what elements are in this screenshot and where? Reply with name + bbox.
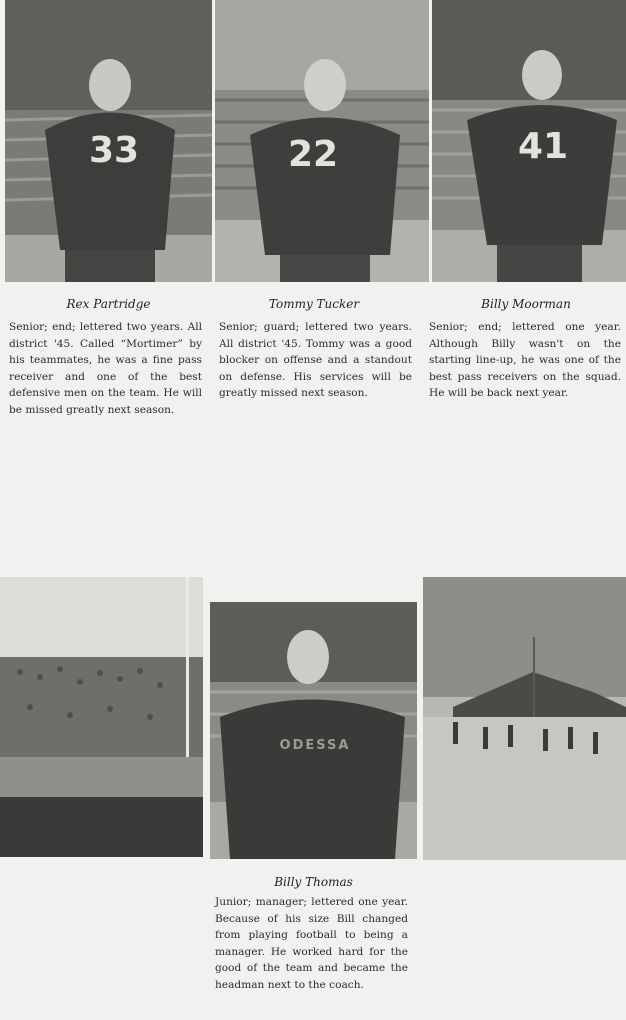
stadium-crowd-illustration <box>0 577 203 857</box>
player-name-tommy-tucker: Tommy Tucker <box>268 297 360 311</box>
jersey-number-billy-moorman: 41 <box>517 126 569 167</box>
player-name-billy-moorman: Billy Moorman <box>481 297 571 311</box>
player-bio-billy-moorman: Senior; end; lettered one year. Although Billy wasn't on the starting line-up, he was one of the best pass receivers on the squad. He will be back next year. <box>429 321 621 400</box>
game-action-photo <box>423 577 626 860</box>
jersey-number-tommy: 22 <box>287 134 339 175</box>
player-bio-tommy-tucker: Senior; guard; lettered two years. All district '45. Tommy was a good blocker on offense and a standout on defense. His services will be greatly missed next season. <box>219 321 412 400</box>
manager-photo-billy-thomas <box>210 602 417 859</box>
manager-bio-billy-thomas: Junior; manager; lettered one year. Because of his size Bill changed from playing football to being a manager. He worked hard for the good of the team and became the headman next to the coach. <box>215 896 408 991</box>
stadium-crowd-photo <box>0 577 203 857</box>
manager-name-billy-thomas: Billy Thomas <box>274 875 353 889</box>
game-action-illustration <box>423 577 626 860</box>
jersey-number-rex: 33 <box>88 130 140 171</box>
manager-photo-illustration <box>210 602 417 859</box>
manager-shirt-text: ODESSA <box>279 738 351 753</box>
player-bio-rex-partridge: Senior; end; lettered two years. All district '45. Called “Mortimer” by his teammates, he was a fine pass receiver and one of the best defensive men on the team. He will be missed greatly next season. <box>9 321 202 416</box>
player-name-rex-partridge: Rex Partridge <box>66 297 151 311</box>
